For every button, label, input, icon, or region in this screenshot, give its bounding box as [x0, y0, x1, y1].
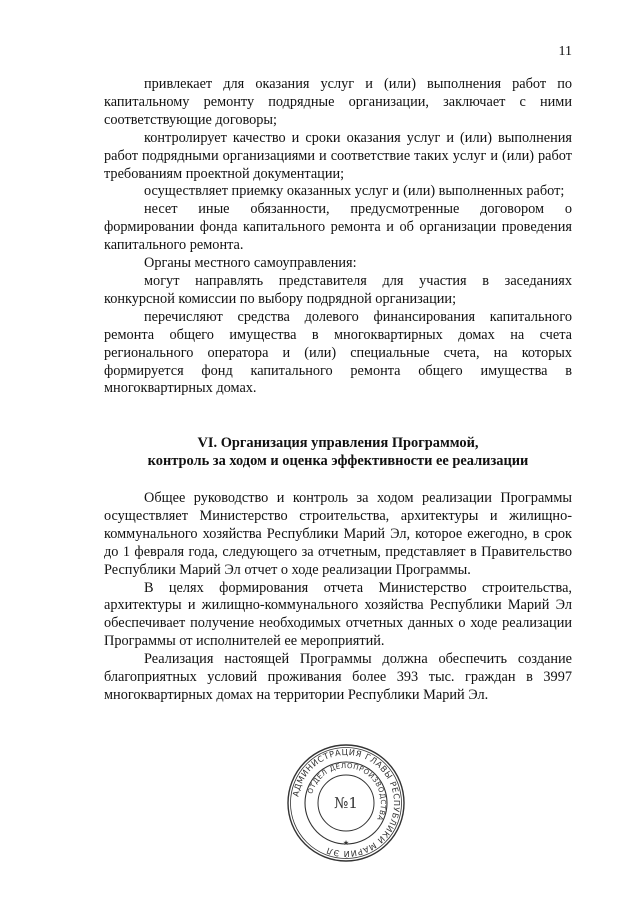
paragraph: Общее руководство и контроль за ходом реализации Программы осуществляет Министерство строительства, архитектуры и жилищно-коммунального хозяйства Республики Марий Эл, которое ежегодно, в срок до 1 февраля года, следующего за отчетным, представляет в Правительство Республики Марий Эл отчет о ходе реализации Программы. [104, 490, 572, 578]
paragraph: могут направлять представителя для участия в заседаниях конкурсной комиссии по выбору подрядной организации; [104, 272, 572, 307]
paragraph: несет иные обязанности, предусмотренные договором о формировании фонда капитального ремонта и об организации проведения капитального ремонта. [104, 201, 572, 254]
stamp-outer-text: АДМИНИСТРАЦИЯ ГЛАВЫ РЕСПУБЛИКИ МАРИЙ ЭЛ [290, 746, 403, 860]
stamp-star-icon: ★ [342, 839, 350, 847]
paragraph: осуществляет приемку оказанных услуг и (или) выполненных работ; [144, 183, 565, 200]
paragraph: перечисляют средства долевого финансирования капитального ремонта общего имущества в многоквартирных домах на счета регионального оператора и (или) специальные счета, на которых формируется фонд капитального ремонта общего имущества в многоквартирных домах. [104, 308, 572, 397]
section-heading-line-2: контроль за ходом и оценка эффективности ее реализации [147, 453, 529, 469]
paragraph: привлекает для оказания услуг и (или) выполнения работ по капитальному ремонту подрядные организации, заключает с ними соответствующие договоры; [104, 76, 572, 128]
body-text-bottom [104, 490, 572, 705]
paragraph: Органы местного самоуправления: [144, 255, 357, 272]
paragraph: контролирует качество и сроки оказания услуг и (или) выполнения работ подрядными организациями и соответствие таких услуг и (или) работ требованиям проектной документации; [104, 129, 572, 182]
body-text-top [104, 76, 572, 398]
official-stamp [285, 742, 407, 864]
paragraph: В целях формирования отчета Министерство строительства, архитектуры и жилищно-коммунального хозяйства Республики Марий Эл обеспечивает получение необходимых отчетных данных о ходе реализации Программы от исполнителей ее мероприятий. [104, 579, 572, 650]
stamp-number: №1 [334, 794, 358, 812]
stamp-seal-icon [285, 742, 407, 864]
section-heading [104, 434, 572, 470]
page-number: 11 [558, 44, 572, 59]
stamp-inner-text: ОТДЕЛ ДЕЛОПРОИЗВОДСТВА [306, 761, 388, 823]
section-heading-line-1: VI. Организация управления Программой, [197, 435, 479, 451]
paragraph: Реализация настоящей Программы должна обеспечить создание благоприятных условий проживания более 393 тыс. граждан в 3997 многоквартирных домах на территории Республики Марий Эл. [104, 651, 572, 703]
